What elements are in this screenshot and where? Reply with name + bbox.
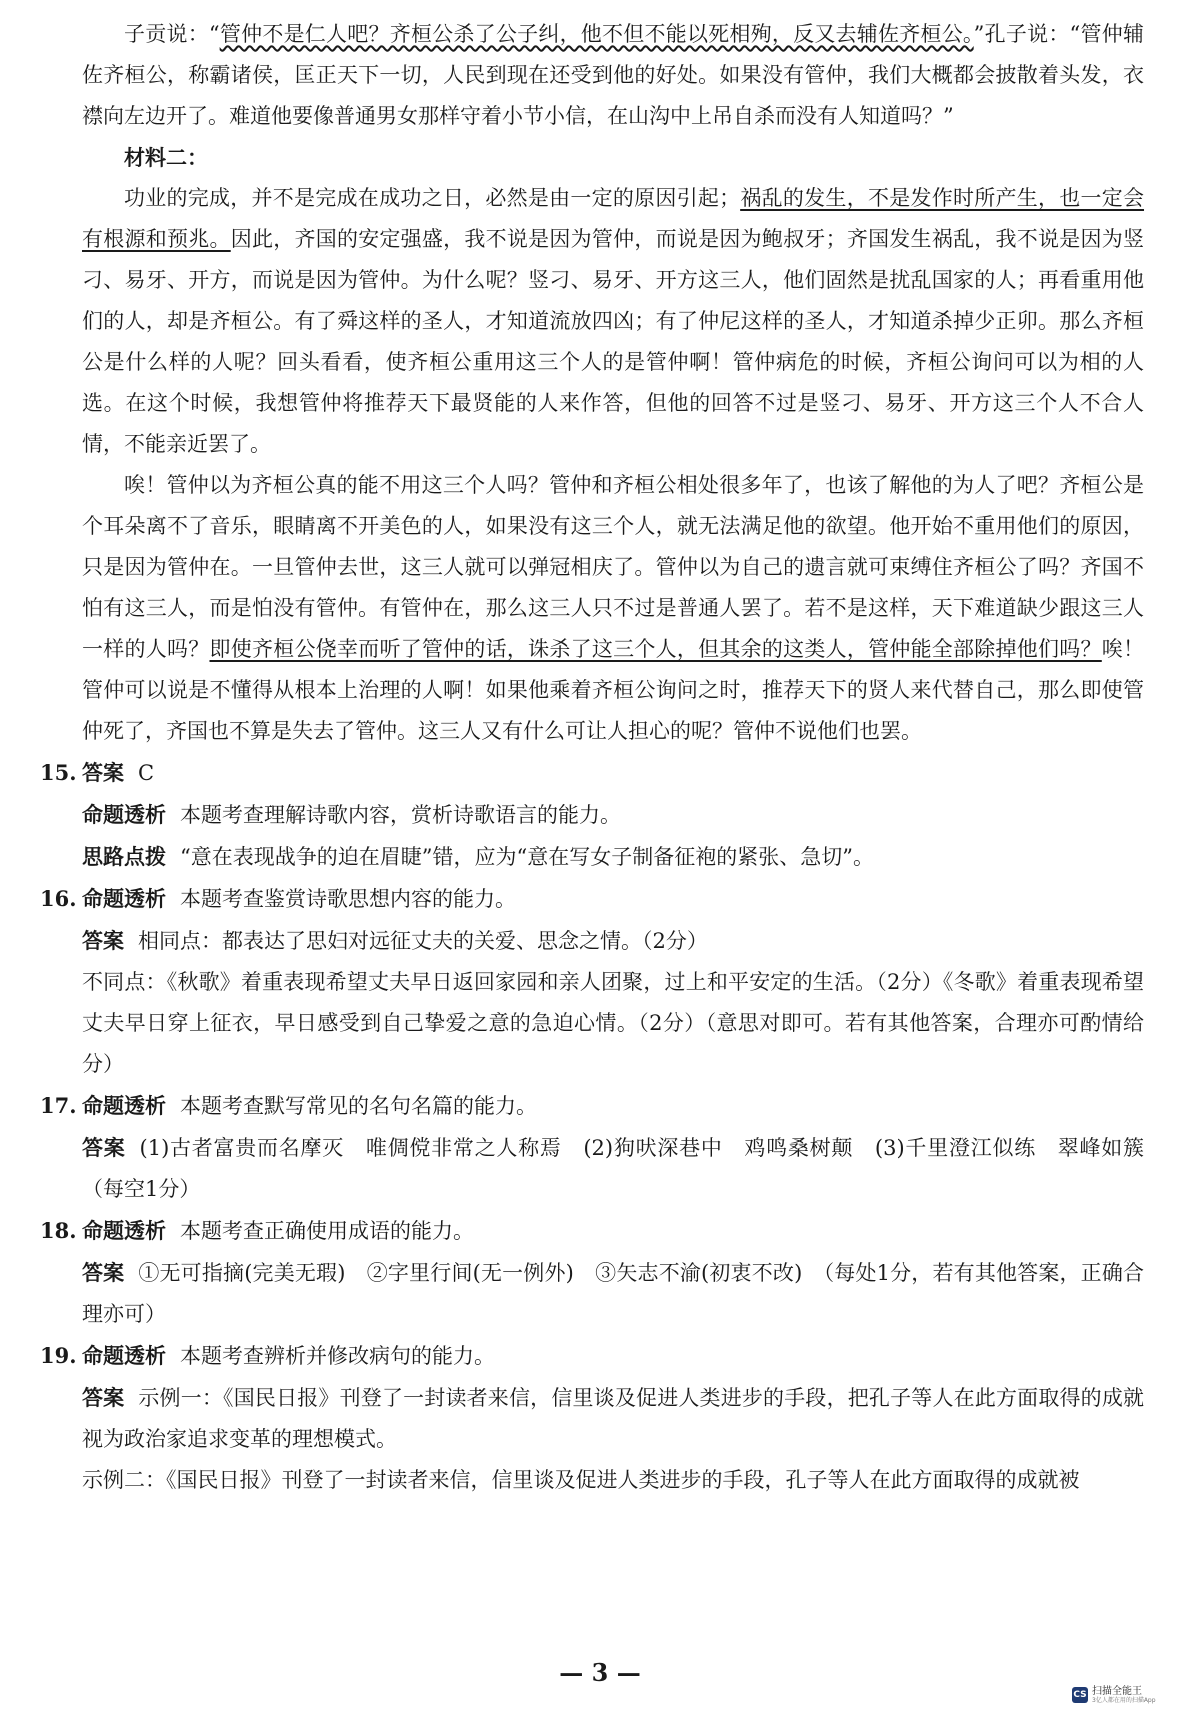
material-2-heading: 材料二： [124, 145, 208, 170]
scanner-app-tagline: 3亿人都在用的扫描App [1092, 1697, 1156, 1704]
q19-answer: 答案 示例一：《国民日报》刊登了一封读者来信，信里谈及促进人类进步的手段，把孔子等人在此方面取得的成就视为政治家追求变革的理想模式。 [82, 1385, 1145, 1451]
camscanner-logo-icon: CS [1072, 1687, 1088, 1703]
page-content [40, 14, 1165, 1501]
q15-number: 15. [40, 760, 77, 785]
q18-number: 18. [40, 1218, 77, 1243]
q18-answer: 答案 ①无可指摘(完美无瑕) ②字里行间(无一例外) ③矢志不渝(初衷不改) （每处1分，若有其他答案，正确合理亦可） [82, 1260, 1145, 1326]
page-number: — 3 — [559, 1658, 641, 1687]
underlined-text: 祸乱的发生，不是发作时所产生，也一定会有根源和预兆。 [82, 186, 1145, 251]
scanner-watermark [1072, 1686, 1156, 1704]
q19-number: 19. [40, 1343, 77, 1368]
q16-number: 16. [40, 886, 77, 911]
q16-answer-detail: 不同点：《秋歌》着重表现希望丈夫早日返回家园和亲人团聚，过上和平安定的生活。（2分）《冬歌》着重表现希望丈夫早日穿上征衣，早日感受到自己挚爱之意的急迫心情。（2分）（意思对即可。若有其他答案，合理亦可酌情给分） [82, 970, 1144, 1076]
q16-answer: 答案 相同点：都表达了思妇对远征丈夫的关爱、思念之情。（2分） [82, 928, 708, 953]
q15-answer-line: 15. 答案 C [40, 752, 1144, 794]
q19-answer-example-2: 示例二：《国民日报》刊登了一封读者来信，信里谈及促进人类进步的手段，孔子等人在此方面取得的成就被 [82, 1468, 1080, 1492]
q17-analysis: 17. 命题透析 本题考查默写常见的名句名篇的能力。 [40, 1085, 1144, 1127]
paragraph-material-2-a: 功业的完成，并不是完成在成功之日，必然是由一定的原因引起；祸乱的发生，不是发作时所产生，也一定会有根源和预兆。因此，齐国的安定强盛，我不说是因为管仲，而说是因为鲍叔牙；齐国发生祸乱，我不说是因为竖刁、易牙、开方，而说是因为管仲。为什么呢？竖刁、易牙、开方这三人，他们固然是扰乱国家的人；再看重用他们的人，却是齐桓公。有了舜这样的圣人，才知道流放四凶；有了仲尼这样的圣人，才知道杀掉少正卯。那么齐桓公是什么样的人呢？回头看看，使齐桓公重用这三个人的是管仲啊！管仲病危的时候，齐桓公询问可以为相的人选。在这个时候，我想管仲将推荐天下最贤能的人来作答，但他的回答不过是竖刁、易牙、开方这三个人不合人情，不能亲近罢了。 [82, 186, 1145, 456]
q15-analysis: 命题透析 本题考查理解诗歌内容，赏析诗歌语言的能力。 [82, 802, 621, 827]
q16-analysis: 16. 命题透析 本题考查鉴赏诗歌思想内容的能力。 [40, 878, 1144, 920]
q15-hint: 思路点拨 “意在表现战争的迫在眉睫”错，应为“意在写女子制备征袍的紧张、急切”。 [82, 844, 874, 869]
q15-answer: C [138, 761, 155, 785]
wavy-underlined-text: 管仲不是仁人吧？齐桓公杀了公子纠，他不但不能以死相殉，反又去辅佐齐桓公。 [219, 22, 974, 46]
q17-number: 17. [40, 1093, 77, 1118]
q18-analysis: 18. 命题透析 本题考查正确使用成语的能力。 [40, 1210, 1144, 1252]
q17-answer: 答案 (1)古者富贵而名摩灭 唯倜傥非常之人称焉 (2)狗吠深巷中 鸡鸣桑树颠 (3)千里澄江似练 翠峰如簇 （每空1分） [82, 1135, 1165, 1201]
scanner-app-name: 扫描全能王 [1092, 1686, 1142, 1697]
q19-analysis: 19. 命题透析 本题考查辨析并修改病句的能力。 [40, 1335, 1144, 1377]
paragraph-material-2-b: 唉！管仲以为齐桓公真的能不用这三个人吗？管仲和齐桓公相处很多年了，也该了解他的为人了吧？齐桓公是个耳朵离不了音乐，眼睛离不开美色的人，如果没有这三个人，就无法满足他的欲望。他开始不重用他们的原因，只是因为管仲在。一旦管仲去世，这三人就可以弹冠相庆了。管仲以为自己的遗言就可束缚住齐桓公了吗？齐国不怕有这三人，而是怕没有管仲。有管仲在，那么这三人只不过是普通人罢了。若不是这样，天下难道缺少跟这三人一样的人吗？即使齐桓公侥幸而听了管仲的话，诛杀了这三个人，但其余的这类人，管仲能全部除掉他们吗？唉！管仲可以说是不懂得从根本上治理的人啊！如果他乘着齐桓公询问之时，推荐天下的贤人来代替自己，那么即使管仲死了，齐国也不算是失去了管仲。这三人又有什么可让人担心的呢？管仲不说他们也罢。 [82, 473, 1145, 743]
underlined-text: 即使齐桓公侥幸而听了管仲的话，诛杀了这三个人，但其余的这类人，管仲能全部除掉他们吗？ [209, 637, 1102, 661]
paragraph-zigong: 子贡说：“管仲不是仁人吧？齐桓公杀了公子纠，他不但不能以死相殉，反又去辅佐齐桓公。”孔子说：“管仲辅佐齐桓公，称霸诸侯，匡正天下一切，人民到现在还受到他的好处。如果没有管仲，我们大概都会披散着头发，衣襟向左边开了。难道他要像普通男女那样守着小节小信，在山沟中上吊自杀而没有人知道吗？” [82, 22, 1144, 128]
